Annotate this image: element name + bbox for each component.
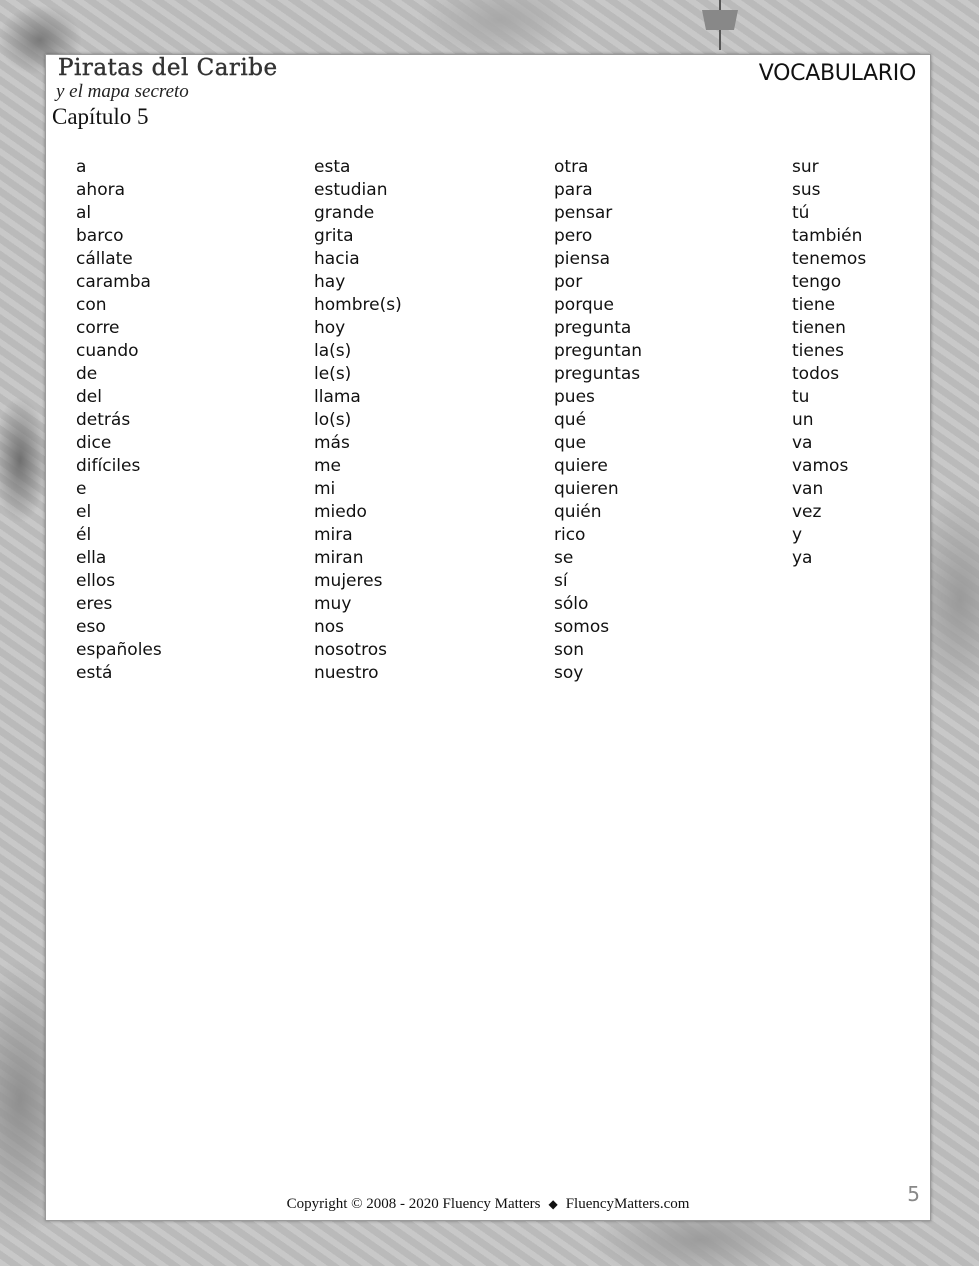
vocabulary-word: él [76, 525, 92, 545]
vocabulary-word: más [314, 433, 350, 453]
vocabulary-word: pues [554, 387, 595, 407]
vocabulary-word: hacia [314, 249, 360, 269]
book-title: Piratas del Caribe [58, 55, 278, 81]
vocabulary-word: cuando [76, 341, 139, 361]
vocabulary-word: tienen [792, 318, 846, 338]
vocabulary-list [76, 156, 916, 696]
vocabulary-word: un [792, 410, 814, 430]
vocabulary-word: a [76, 157, 87, 177]
vocabulary-word: caramba [76, 272, 151, 292]
vocabulary-word: porque [554, 295, 614, 315]
vocabulary-word: rico [554, 525, 586, 545]
vocabulary-word: nosotros [314, 640, 387, 660]
section-label: VOCABULARIO [758, 61, 916, 86]
vocabulary-word: con [76, 295, 107, 315]
vocabulary-word: piensa [554, 249, 611, 269]
vocabulary-word: le(s) [314, 364, 352, 384]
vocabulary-word: el [76, 502, 92, 522]
vocabulary-word: hay [314, 272, 346, 292]
vocabulary-word: ellos [76, 571, 116, 591]
book-subtitle: y el mapa secreto [56, 81, 189, 102]
ship-illustration-icon [690, 0, 750, 50]
vocabulary-word: tiene [792, 295, 836, 315]
vocabulary-word: pregunta [554, 318, 632, 338]
vocabulary-word: sí [554, 571, 568, 591]
vocabulary-word: está [76, 663, 113, 683]
vocabulary-word: quién [554, 502, 602, 522]
vocabulary-word: tú [792, 203, 810, 223]
vocabulary-word: la(s) [314, 341, 352, 361]
vocabulary-column-1 [76, 156, 162, 685]
page-number: 5 [907, 1182, 920, 1206]
vocabulary-word: eso [76, 617, 106, 637]
vocabulary-word: tenemos [792, 249, 867, 269]
vocabulary-word: otra [554, 157, 589, 177]
vocabulary-word: se [554, 548, 574, 568]
website-text: FluencyMatters.com [565, 1196, 690, 1212]
vocabulary-word: mira [314, 525, 353, 545]
vocabulary-word: para [554, 180, 593, 200]
vocabulary-word: va [792, 433, 813, 453]
vocabulary-word: sur [792, 157, 819, 177]
chapter-heading: Capítulo 5 [52, 104, 149, 129]
vocabulary-word: estudian [314, 180, 388, 200]
vocabulary-word: tienes [792, 341, 844, 361]
vocabulary-word: ahora [76, 180, 125, 200]
vocabulary-word: mujeres [314, 571, 383, 591]
vocabulary-word: me [314, 456, 342, 476]
vocabulary-word: van [792, 479, 824, 499]
vocabulary-word: de [76, 364, 98, 384]
vocabulary-word: nuestro [314, 663, 379, 683]
vocabulary-word: somos [554, 617, 610, 637]
vocabulary-word: ella [76, 548, 107, 568]
vocabulary-word: preguntan [554, 341, 643, 361]
vocabulary-word: mi [314, 479, 336, 499]
vocabulary-word: barco [76, 226, 124, 246]
vocabulary-word: tengo [792, 272, 842, 292]
vocabulary-word: grande [314, 203, 375, 223]
vocabulary-word: que [554, 433, 587, 453]
copyright-footer [46, 1196, 930, 1213]
vocabulary-word: sólo [554, 594, 589, 614]
vocabulary-word: eres [76, 594, 113, 614]
vocabulary-word: miedo [314, 502, 367, 522]
vocabulary-word: todos [792, 364, 840, 384]
vocabulary-word: detrás [76, 410, 131, 430]
vocabulary-word: llama [314, 387, 361, 407]
vocabulary-word: qué [554, 410, 587, 430]
vocabulary-word: quieren [554, 479, 619, 499]
vocabulary-word: son [554, 640, 585, 660]
copyright-text: Copyright © 2008 - 2020 Fluency Matters [286, 1196, 541, 1212]
vocabulary-word: sus [792, 180, 821, 200]
vocabulary-word: e [76, 479, 87, 499]
vocabulary-word: quiere [554, 456, 608, 476]
vocabulary-word: ya [792, 548, 813, 568]
vocabulary-column-3 [554, 156, 642, 685]
vocabulary-word: pero [554, 226, 593, 246]
vocabulary-word: españoles [76, 640, 162, 660]
vocabulary-word: hoy [314, 318, 346, 338]
vocabulary-word: cállate [76, 249, 133, 269]
vocabulary-word: soy [554, 663, 584, 683]
vocabulary-word: muy [314, 594, 352, 614]
diamond-separator-icon: ◆ [548, 1197, 558, 1211]
vocabulary-word: del [76, 387, 102, 407]
vocabulary-word: esta [314, 157, 351, 177]
vocabulary-page [45, 54, 931, 1221]
vocabulary-column-2 [314, 156, 402, 685]
vocabulary-column-4 [792, 156, 866, 570]
vocabulary-word: y [792, 525, 803, 545]
vocabulary-word: grita [314, 226, 354, 246]
vocabulary-word: miran [314, 548, 364, 568]
vocabulary-word: hombre(s) [314, 295, 402, 315]
vocabulary-word: tu [792, 387, 810, 407]
vocabulary-word: difíciles [76, 456, 141, 476]
vocabulary-word: nos [314, 617, 345, 637]
vocabulary-word: preguntas [554, 364, 641, 384]
vocabulary-word: lo(s) [314, 410, 352, 430]
vocabulary-word: por [554, 272, 583, 292]
vocabulary-word: vez [792, 502, 822, 522]
vocabulary-word: corre [76, 318, 120, 338]
vocabulary-word: vamos [792, 456, 849, 476]
vocabulary-word: al [76, 203, 92, 223]
vocabulary-word: dice [76, 433, 112, 453]
vocabulary-word: también [792, 226, 863, 246]
vocabulary-word: pensar [554, 203, 613, 223]
